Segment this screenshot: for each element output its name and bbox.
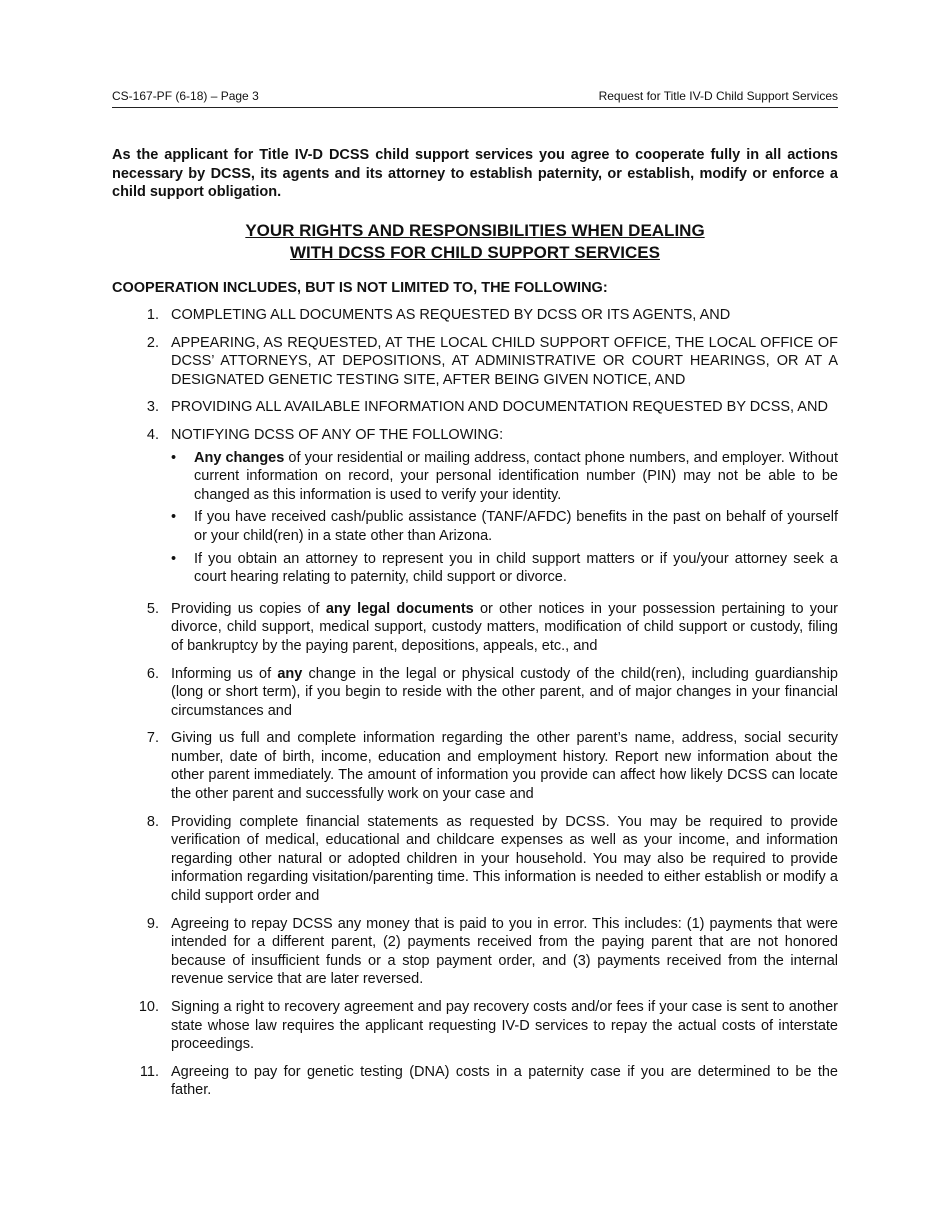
document-page <box>112 88 838 1109</box>
item-number: 6. <box>146 665 159 682</box>
item-text-pre: Providing us copies of <box>171 600 326 617</box>
item-number: 8. <box>146 813 159 830</box>
bullet-icon: • <box>171 550 177 567</box>
item-number: 1. <box>146 307 159 323</box>
item-text-pre: Informing us of <box>171 665 278 682</box>
list-item <box>112 1063 838 1100</box>
item-number: 5. <box>146 600 159 617</box>
bullet-icon: • <box>171 509 177 526</box>
bullet-bold-text: Any changes <box>194 449 285 466</box>
form-number: CS-167-PF (6-18) – Page 3 <box>112 89 259 103</box>
cooperation-list <box>112 306 838 1100</box>
list-item <box>112 998 838 1054</box>
item-number: 10. <box>138 999 159 1015</box>
intro-paragraph: As the applicant for Title IV-D DCSS child support services you agree to cooperate fully in all actions necessary by DCSS, its agents and its attorney to establish paternity, or establish, modify or enforce a child support obligation. <box>112 147 838 200</box>
item-number: 11. <box>139 1063 159 1080</box>
list-item <box>112 665 838 721</box>
item-number: 7. <box>146 730 159 747</box>
bullet-item <box>171 550 838 587</box>
item-text: NOTIFYING DCSS OF ANY OF THE FOLLOWING: <box>171 426 504 443</box>
item-text: change in the legal or physical custody of the child(ren), including guardianship (long or short term), if you begin to reside with the other parent, and of major changes in your financial circumstances and <box>171 665 839 719</box>
bullet-item <box>171 508 838 545</box>
item-text: Signing a right to recovery agreement and pay recovery costs and/or fees if your case is sent to another state whose law requires the applicant requesting IV-D services to repay the actual costs of interstate proceedings. <box>171 999 838 1053</box>
list-item <box>112 915 838 989</box>
bullet-icon: • <box>171 449 177 466</box>
list-item <box>112 334 838 390</box>
list-item <box>112 729 838 803</box>
section-title-line-1: YOUR RIGHTS AND RESPONSIBILITIES WHEN DEALING <box>245 220 705 240</box>
bullet-item <box>171 449 838 505</box>
list-item <box>112 398 838 417</box>
item-text: Giving us full and complete information regarding the other parent’s name, address, social security number, date of birth, income, education and employment history. Report new information about the other parent immediately. The amount of information you provide can affect how likely DCSS can locate the other parent and successfully work on your case and <box>171 730 838 803</box>
item-text: Agreeing to pay for genetic testing (DNA) costs in a paternity case if you are determined to be the father. <box>171 1063 838 1099</box>
page-header <box>112 88 838 108</box>
list-item <box>112 426 838 591</box>
item-text-bold: any legal documents <box>325 600 474 617</box>
form-title: Request for Title IV-D Child Support Services <box>598 89 838 103</box>
item-text: Agreeing to repay DCSS any money that is paid to you in error. This includes: (1) payments that were intended for a different parent, (2) payments received from the paying parent that are not honored because of insufficient funds or a stop payment order, and (3) payments received from the internal revenue service that are later reversed. <box>171 915 838 988</box>
item-text: or other notices in your possession pertaining to your divorce, child support, medical support, custody matters, modification of child support or custody, filing of bankruptcy by the paying parent, depositions, appeals, etc., and <box>171 600 838 654</box>
bullet-list <box>171 449 838 587</box>
bullet-text: If you have received cash/public assistance (TANF/AFDC) benefits in the past on behalf of yourself or your child(ren) in a state other than Arizona. <box>194 509 838 544</box>
item-number: 4. <box>146 426 159 443</box>
item-text-bold: any <box>277 665 303 682</box>
bullet-text: of your residential or mailing address, contact phone numbers, and employer. Without current information on record, your personal identification number (PIN) may not be able to be changed as this information is used to verify your identity. <box>194 449 839 503</box>
list-item <box>112 600 838 656</box>
list-item <box>112 813 838 906</box>
section-title <box>112 220 838 265</box>
item-text: Providing complete financial statements as requested by DCSS. You may be required to provide verification of medical, educational and childcare expenses as well as your income, and information regarding other natural or adopted children in your household. You may also be required to provide information regarding visitation/parenting time. This information is needed to either establish or modify a child support order and <box>171 813 838 905</box>
item-number: 2. <box>146 334 159 351</box>
item-text: COMPLETING ALL DOCUMENTS AS REQUESTED BY DCSS OR ITS AGENTS, AND <box>171 307 731 323</box>
bullet-text: If you obtain an attorney to represent you in child support matters or if you/your attorney seek a court hearing relating to paternity, child support or divorce. <box>194 550 838 586</box>
item-number: 3. <box>146 399 159 416</box>
item-text: PROVIDING ALL AVAILABLE INFORMATION AND DOCUMENTATION REQUESTED BY DCSS, AND <box>171 399 828 416</box>
item-number: 9. <box>146 915 159 932</box>
section-title-line-2: WITH DCSS FOR CHILD SUPPORT SERVICES <box>290 243 660 262</box>
cooperation-heading: COOPERATION INCLUDES, BUT IS NOT LIMITED TO, THE FOLLOWING: <box>112 279 608 296</box>
item-text: APPEARING, AS REQUESTED, AT THE LOCAL CHILD SUPPORT OFFICE, THE LOCAL OFFICE OF DCSS’ ATTORNEYS, AT DEPOSITIONS, AT ADMINISTRATIVE OR COURT HEARINGS, OR AT A DESIGNATED GENETIC TESTING SITE, AFTER BEING GIVEN NOTICE, AND <box>171 334 838 388</box>
list-item <box>112 306 838 325</box>
